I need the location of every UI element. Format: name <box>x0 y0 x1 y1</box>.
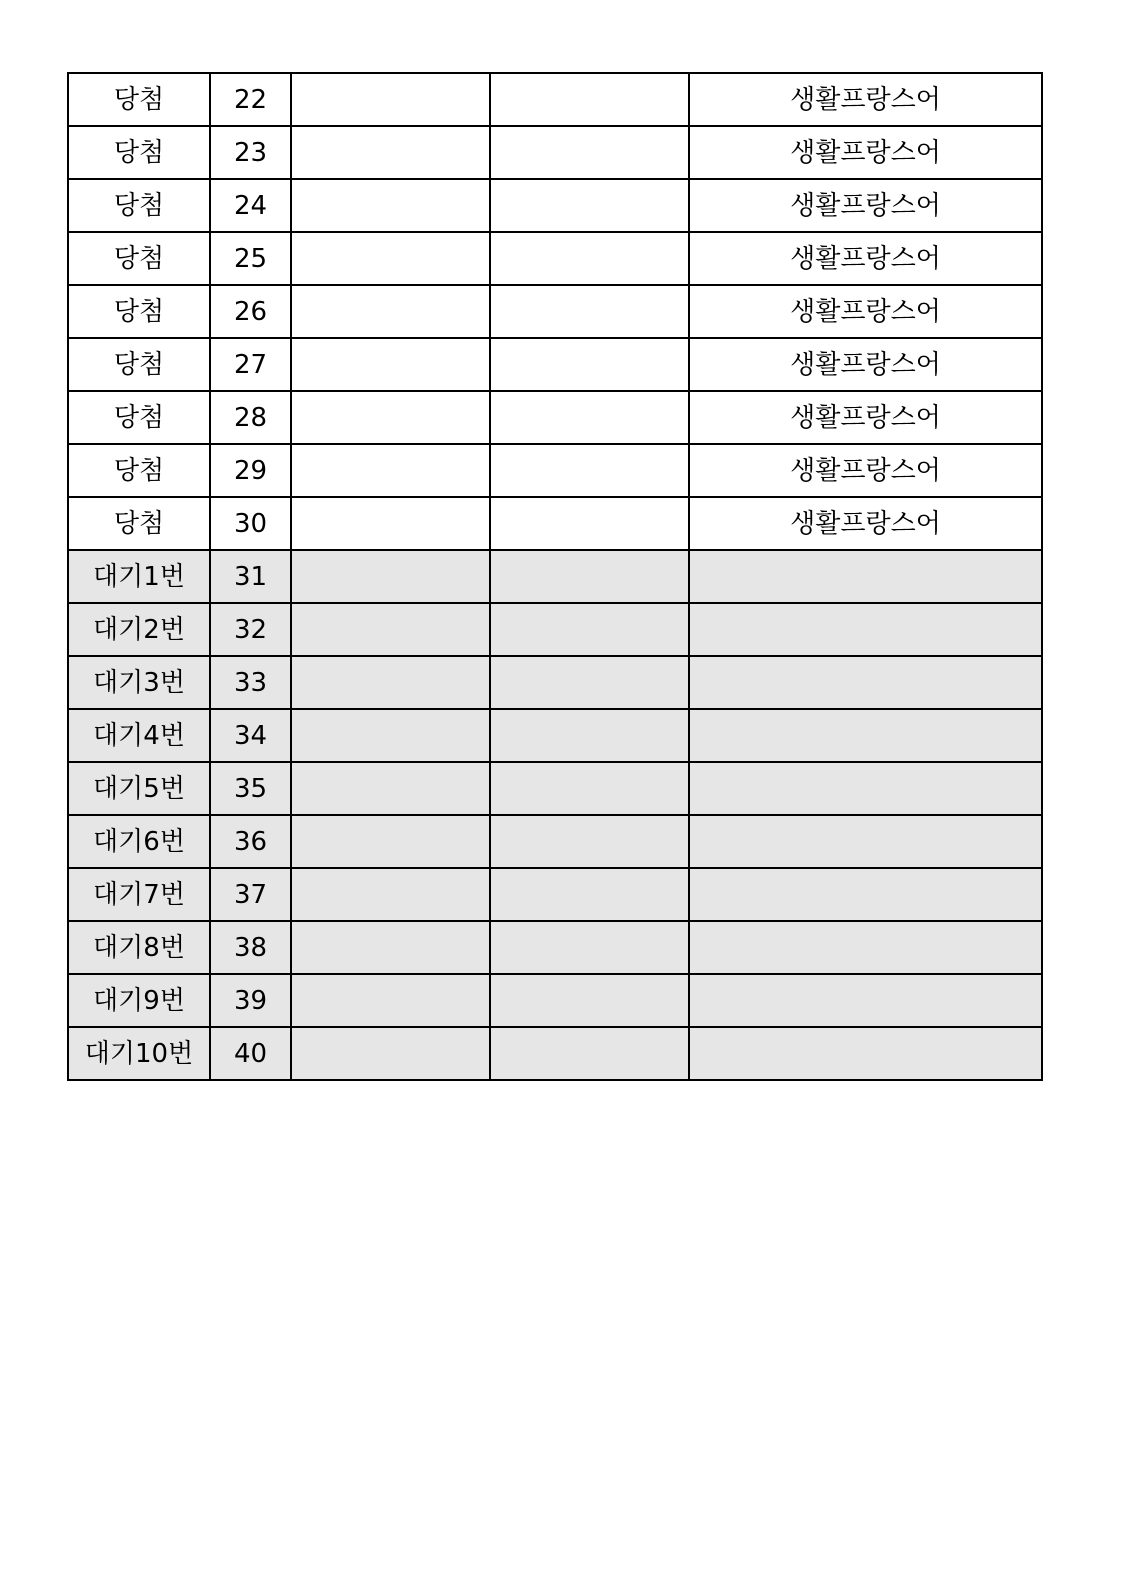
course-cell <box>689 1027 1042 1080</box>
status-cell: 대기10번 <box>68 1027 210 1080</box>
blank-cell-3 <box>291 338 490 391</box>
course-cell <box>689 603 1042 656</box>
winner-row <box>68 497 1042 550</box>
status-cell: 대기1번 <box>68 550 210 603</box>
blank-cell-3 <box>291 497 490 550</box>
table-body <box>68 73 1042 1080</box>
status-cell: 당첨 <box>68 232 210 285</box>
status-cell: 당첨 <box>68 126 210 179</box>
course-cell <box>689 550 1042 603</box>
number-cell: 37 <box>210 868 291 921</box>
number-cell: 26 <box>210 285 291 338</box>
course-cell <box>689 974 1042 1027</box>
winner-row <box>68 179 1042 232</box>
number-cell: 24 <box>210 179 291 232</box>
blank-cell-4 <box>490 338 689 391</box>
winner-row <box>68 73 1042 126</box>
number-cell: 40 <box>210 1027 291 1080</box>
number-cell: 34 <box>210 709 291 762</box>
waitlist-row <box>68 550 1042 603</box>
course-cell <box>689 656 1042 709</box>
number-cell: 36 <box>210 815 291 868</box>
course-cell: 생활프랑스어 <box>689 126 1042 179</box>
course-cell: 생활프랑스어 <box>689 444 1042 497</box>
status-cell: 대기6번 <box>68 815 210 868</box>
waitlist-row <box>68 709 1042 762</box>
waitlist-row <box>68 1027 1042 1080</box>
blank-cell-3 <box>291 232 490 285</box>
blank-cell-4 <box>490 815 689 868</box>
winner-row <box>68 232 1042 285</box>
blank-cell-4 <box>490 656 689 709</box>
blank-cell-3 <box>291 921 490 974</box>
course-cell: 생활프랑스어 <box>689 497 1042 550</box>
blank-cell-4 <box>490 550 689 603</box>
status-cell: 당첨 <box>68 444 210 497</box>
blank-cell-4 <box>490 232 689 285</box>
document-page <box>67 72 1041 1081</box>
blank-cell-3 <box>291 73 490 126</box>
status-cell: 대기5번 <box>68 762 210 815</box>
course-cell: 생활프랑스어 <box>689 338 1042 391</box>
blank-cell-3 <box>291 868 490 921</box>
waitlist-row <box>68 762 1042 815</box>
number-cell: 25 <box>210 232 291 285</box>
number-cell: 32 <box>210 603 291 656</box>
status-cell: 대기3번 <box>68 656 210 709</box>
waitlist-row <box>68 603 1042 656</box>
number-cell: 33 <box>210 656 291 709</box>
blank-cell-3 <box>291 391 490 444</box>
blank-cell-4 <box>490 285 689 338</box>
waitlist-row <box>68 815 1042 868</box>
blank-cell-4 <box>490 497 689 550</box>
blank-cell-4 <box>490 921 689 974</box>
number-cell: 28 <box>210 391 291 444</box>
number-cell: 35 <box>210 762 291 815</box>
course-cell <box>689 762 1042 815</box>
winner-row <box>68 338 1042 391</box>
number-cell: 39 <box>210 974 291 1027</box>
blank-cell-3 <box>291 179 490 232</box>
blank-cell-3 <box>291 709 490 762</box>
lottery-result-table <box>67 72 1043 1081</box>
number-cell: 22 <box>210 73 291 126</box>
blank-cell-4 <box>490 762 689 815</box>
status-cell: 대기4번 <box>68 709 210 762</box>
blank-cell-3 <box>291 126 490 179</box>
winner-row <box>68 444 1042 497</box>
number-cell: 31 <box>210 550 291 603</box>
status-cell: 당첨 <box>68 497 210 550</box>
number-cell: 23 <box>210 126 291 179</box>
number-cell: 27 <box>210 338 291 391</box>
course-cell: 생활프랑스어 <box>689 232 1042 285</box>
number-cell: 29 <box>210 444 291 497</box>
status-cell: 당첨 <box>68 179 210 232</box>
blank-cell-3 <box>291 285 490 338</box>
blank-cell-4 <box>490 391 689 444</box>
waitlist-row <box>68 656 1042 709</box>
number-cell: 30 <box>210 497 291 550</box>
course-cell <box>689 921 1042 974</box>
blank-cell-4 <box>490 709 689 762</box>
blank-cell-4 <box>490 126 689 179</box>
blank-cell-3 <box>291 762 490 815</box>
blank-cell-4 <box>490 1027 689 1080</box>
blank-cell-4 <box>490 179 689 232</box>
status-cell: 당첨 <box>68 338 210 391</box>
course-cell: 생활프랑스어 <box>689 391 1042 444</box>
blank-cell-4 <box>490 444 689 497</box>
waitlist-row <box>68 868 1042 921</box>
number-cell: 38 <box>210 921 291 974</box>
blank-cell-3 <box>291 550 490 603</box>
status-cell: 대기2번 <box>68 603 210 656</box>
blank-cell-4 <box>490 73 689 126</box>
course-cell: 생활프랑스어 <box>689 179 1042 232</box>
course-cell <box>689 815 1042 868</box>
winner-row <box>68 285 1042 338</box>
blank-cell-3 <box>291 1027 490 1080</box>
blank-cell-4 <box>490 603 689 656</box>
waitlist-row <box>68 921 1042 974</box>
winner-row <box>68 391 1042 444</box>
status-cell: 당첨 <box>68 391 210 444</box>
course-cell <box>689 709 1042 762</box>
blank-cell-4 <box>490 974 689 1027</box>
blank-cell-3 <box>291 444 490 497</box>
blank-cell-3 <box>291 815 490 868</box>
course-cell: 생활프랑스어 <box>689 285 1042 338</box>
winner-row <box>68 126 1042 179</box>
blank-cell-3 <box>291 974 490 1027</box>
blank-cell-3 <box>291 656 490 709</box>
blank-cell-4 <box>490 868 689 921</box>
course-cell: 생활프랑스어 <box>689 73 1042 126</box>
waitlist-row <box>68 974 1042 1027</box>
status-cell: 당첨 <box>68 73 210 126</box>
status-cell: 대기7번 <box>68 868 210 921</box>
status-cell: 대기9번 <box>68 974 210 1027</box>
blank-cell-3 <box>291 603 490 656</box>
course-cell <box>689 868 1042 921</box>
status-cell: 대기8번 <box>68 921 210 974</box>
status-cell: 당첨 <box>68 285 210 338</box>
